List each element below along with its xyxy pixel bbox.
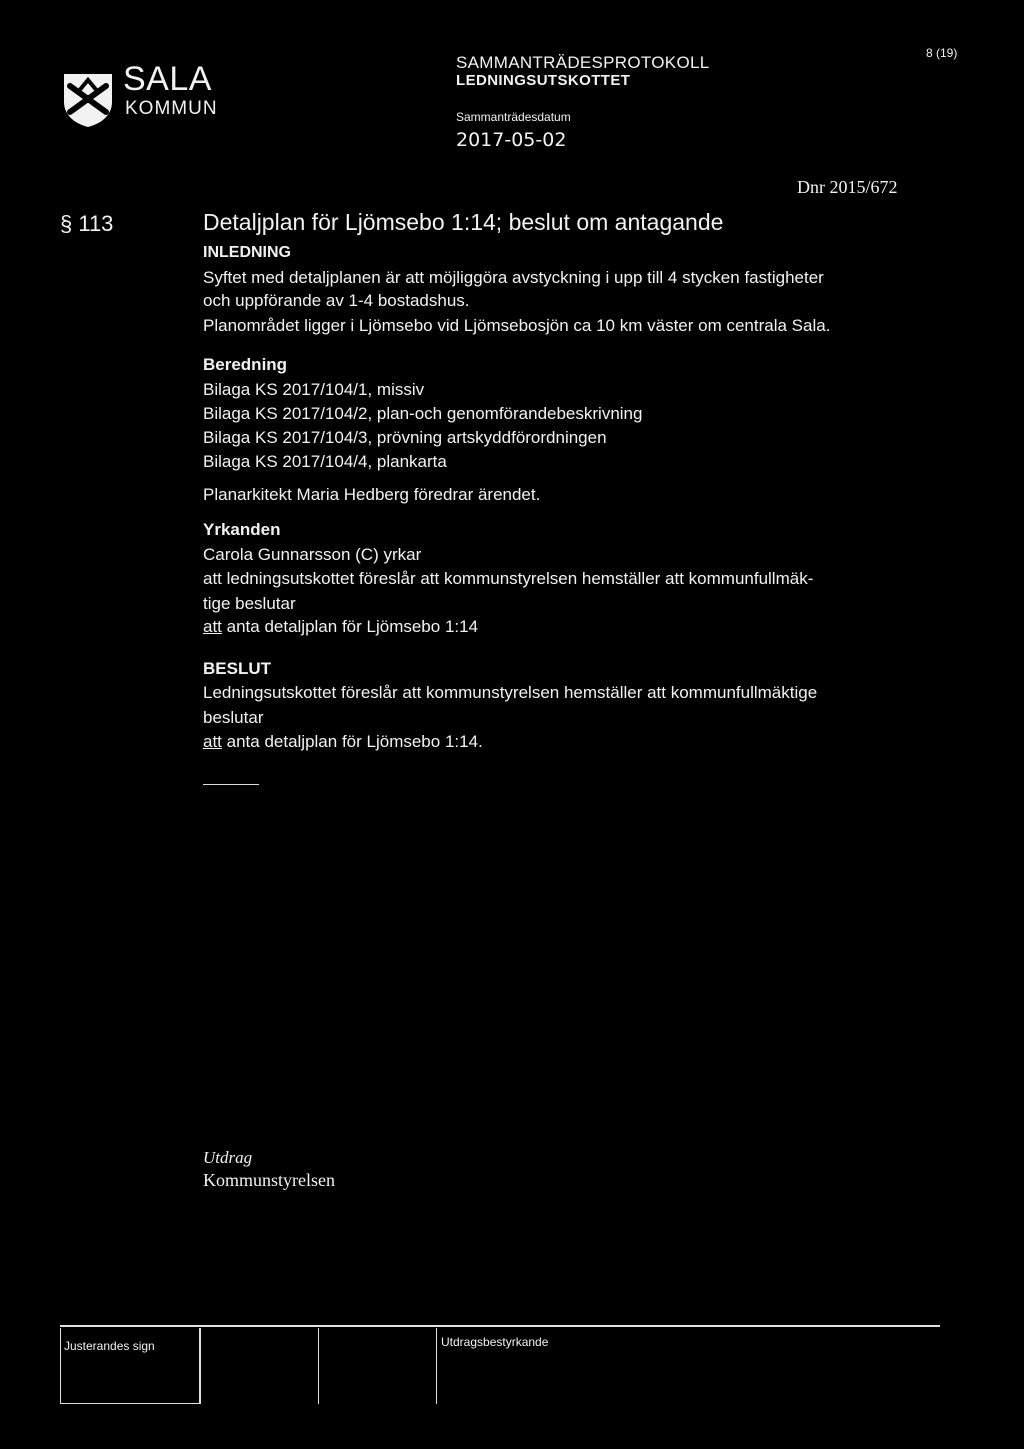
case-title: Detaljplan för Ljömsebo 1:14; beslut om antagande bbox=[203, 209, 724, 235]
logo-text: SALA bbox=[123, 60, 212, 98]
beslut-heading: BESLUT bbox=[203, 659, 271, 678]
meeting-date-label: Sammanträdesdatum bbox=[456, 110, 571, 124]
beslut-att-line bbox=[203, 730, 483, 754]
att-word: att bbox=[203, 617, 222, 636]
attachment-item: Bilaga KS 2017/104/3, prövning artskyddförordningen bbox=[203, 428, 607, 447]
intro-heading: INLEDNING bbox=[203, 244, 291, 261]
footer-rule bbox=[60, 1325, 940, 1327]
signature-box-3 bbox=[318, 1328, 319, 1404]
page-number: 8 (19) bbox=[926, 46, 958, 60]
attestation-label: Utdragsbestyrkande bbox=[441, 1335, 549, 1349]
case-number: Dnr 2015/672 bbox=[797, 177, 898, 197]
attachment-item: Bilaga KS 2017/104/2, plan-och genomförandebeskrivning bbox=[203, 404, 643, 423]
signature-box-2 bbox=[200, 1328, 201, 1404]
attestation-box bbox=[436, 1328, 437, 1404]
beredning-heading: Beredning bbox=[203, 355, 288, 374]
att-word: att bbox=[203, 732, 222, 751]
initials-label: Justerandes sign bbox=[64, 1339, 155, 1353]
beslut-line: Ledningsutskottet föreslår att kommunstyrelsen hemställer att kommunfullmäktige bbox=[203, 683, 818, 702]
intro-line: och uppförande av 1-4 bostadshus. bbox=[203, 291, 470, 310]
paragraph-number: § 113 bbox=[60, 211, 114, 236]
section-divider bbox=[203, 784, 259, 785]
attachment-item: Bilaga KS 2017/104/1, missiv bbox=[203, 380, 425, 399]
attachment-item: Bilaga KS 2017/104/4, plankarta bbox=[203, 452, 447, 471]
beslut-line: beslutar bbox=[203, 708, 264, 727]
logo-subtext: KOMMUN bbox=[125, 98, 218, 119]
yrkanden-line: att ledningsutskottet föreslår att kommunstyrelsen hemställer att kommunfullmäk- bbox=[203, 569, 814, 588]
att-text: anta detaljplan för Ljömsebo 1:14 bbox=[221, 617, 479, 636]
yrkanden-line: Carola Gunnarsson (C) yrkar bbox=[203, 545, 422, 564]
meeting-date: 2017-05-02 bbox=[456, 129, 567, 151]
att-text: anta detaljplan för Ljömsebo 1:14. bbox=[221, 732, 483, 751]
presenter-line: Planarkitekt Maria Hedberg föredrar ärendet. bbox=[203, 485, 541, 504]
document-type: SAMMANTRÄDESPROTOKOLL bbox=[456, 53, 710, 72]
yrkanden-line: tige beslutar bbox=[203, 594, 296, 613]
intro-line: Planområdet ligger i Ljömsebo vid Ljömsebosjön ca 10 km väster om centrala Sala. bbox=[203, 316, 831, 335]
yrkanden-heading: Yrkanden bbox=[203, 520, 281, 539]
yrkanden-att-line bbox=[203, 615, 478, 639]
committee-name: LEDNINGSUTSKOTTET bbox=[456, 72, 631, 89]
distribution-label: Utdrag bbox=[203, 1148, 253, 1167]
distribution-recipient: Kommunstyrelsen bbox=[203, 1170, 335, 1190]
intro-line: Syftet med detaljplanen är att möjliggöra avstyckning i upp till 4 stycken fastigheter bbox=[203, 268, 824, 287]
sala-coat-of-arms-icon bbox=[62, 72, 114, 128]
